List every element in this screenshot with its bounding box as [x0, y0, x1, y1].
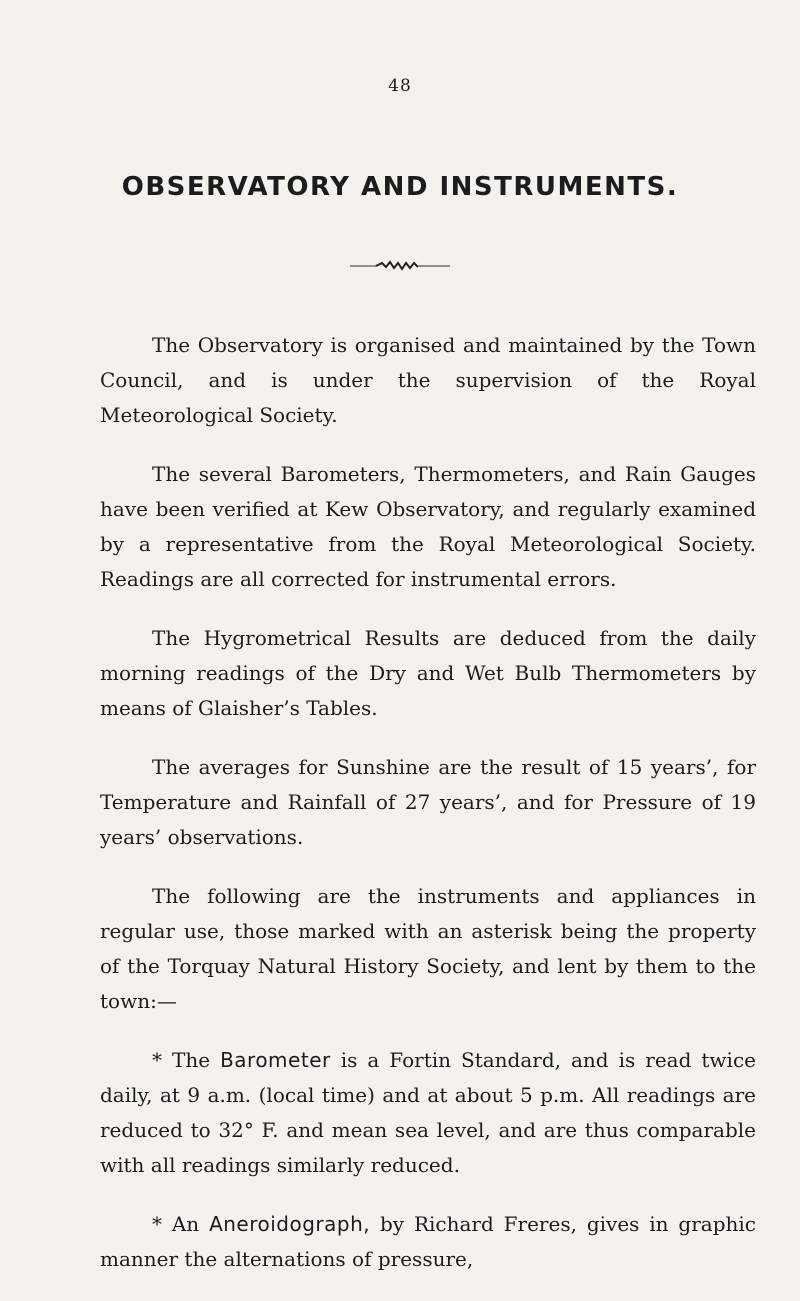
paragraph-hygrometrical: The Hygrometrical Results are deduced from the daily morning readings of the Dry and Wet Bulb Thermometers by means of Glaisher’s Tables.: [100, 626, 756, 720]
page-title: OBSERVATORY AND INSTRUMENTS.: [121, 172, 679, 202]
paragraph-observatory: The Observatory is organised and maintained by the Town Council, and is under the supervision of the Royal Meteorological Society.: [100, 333, 756, 427]
page-number: 48: [388, 76, 412, 96]
paragraph-aneroidograph: [100, 1207, 756, 1277]
barometer-prefix: * The: [152, 1048, 221, 1072]
paragraph-instrument-list-intro: The following are the instruments and appliances in regular use, those marked with an asterisk being the property of the Torquay Natural History Society, and lent by them to the town:—: [100, 884, 756, 1013]
barometer-term: Barometer: [220, 1048, 331, 1072]
aneroidograph-prefix: * An: [152, 1212, 210, 1236]
barometer-description: is a Fortin Standard, and is read twice daily, at 9 a.m. (local time) and at about 5 p.m. All readings are reduced to 32° F. and mean sea level, and are thus comparable with all readings similarly reduced.: [100, 1048, 756, 1177]
aneroidograph-description: by Richard Freres, gives in graphic manner the alternations of pressure,: [100, 1212, 756, 1271]
body-text: [100, 328, 756, 1301]
aneroidograph-term: Aneroidograph,: [209, 1212, 371, 1236]
paragraph-averages: The averages for Sunshine are the result of 15 years’, for Temperature and Rainfall of 27 years’, and for Pressure of 19 years’ observations.: [100, 755, 756, 849]
ornament-divider-icon: [350, 260, 450, 272]
paragraph-instruments-verified: The several Barometers, Thermometers, and Rain Gauges have been verified at Kew Observatory, and regularly examined by a representative from the Royal Meteorological Society. Readings are all corrected for instrumental errors.: [100, 462, 756, 591]
paragraph-barometer: [100, 1043, 756, 1183]
